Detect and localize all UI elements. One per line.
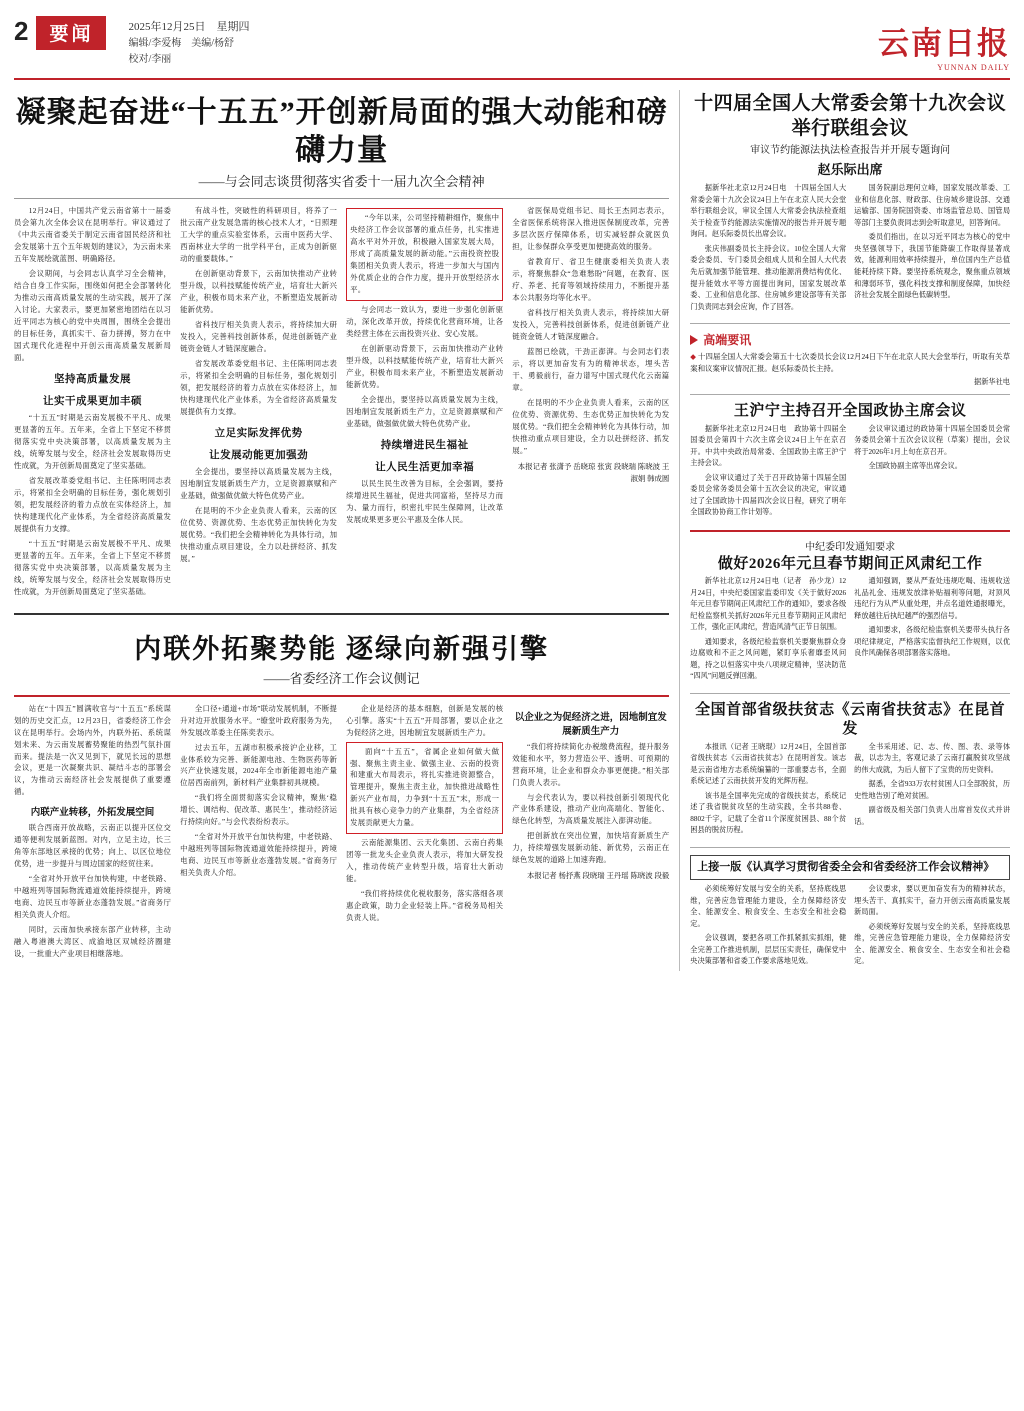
paragraph: 面向“十五五”，省属企业如何做大做强、聚焦主责主业、做强主业、云南的投资和建重大布局表示，将扎实推进资源整合，管理提升，聚焦主责主业，加快推进战略性新兴产业布局，力争到“十五五”末，形成一批具有核心竞争力的产业集群，为全省经济发展贡献更大力量。 [350,746,500,828]
feature1-columns [14,205,669,601]
paragraph: 省科技厅相关负责人表示，将持续加大研发投入，完善科技创新体系，促进创新链产业链资金链人才链深度融合。 [180,319,338,353]
paragraph: 通知要求，各级纪检监察机关要带头执行各项纪律规定，严格落实监督执纪工作规则，以优良作风确保各项部署落实落地。 [854,626,1011,658]
paragraph: 必须统筹好发展与安全的关系，坚持底线思维，完善应急管理能力建设，全力保障经济安全、能源安全、粮食安全、生态安全和社会稳定。 [690,885,847,928]
paragraph: 省科技厅相关负责人表示，将持续加大研发投入，完善科技创新体系，促进创新链产业链资金链人才链深度融合。 [512,307,670,341]
paragraph: 必须统筹好发展与安全的关系，坚持底线思维，完善应急管理能力建设，全力保障经济安全、能源安全、粮食安全、生态安全和社会稳定。 [854,922,1011,966]
story3-title: 做好2026年元旦春节期间正风肃纪工作 [717,555,983,572]
feature2-col-1 [14,703,171,964]
feature1-col-3 [346,205,503,601]
brief-text: 十四届全国人大常委会第五十七次委员长会议12月24日下午在北京人民大会堂举行，听取有关草案和议案审议情况汇报。赵乐际委员长主持。 [690,352,1010,374]
paragraph: 云南能源集团、云天化集团、云南白药集团等一批龙头企业负责人表示，将加大研发投入，推动传统产业转型升级，培育壮大新动能。 [346,838,504,884]
paragraph: 企业是经济的基本细胞，创新是发展的核心引擎。落实“十五五”开局部署，要以企业之为促经济之进，因地制宜发展新质生产力。 [346,703,504,737]
masthead [14,0,1010,80]
paragraph: 省发展改革委党组书记、主任陈明同志表示，将紧扣全会明确的目标任务，强化规划引领，把发展经济的着力点放在实体经济上，加快构建现代化产业体系，为全省经济高质量发展提供有力支撑。 [180,358,338,416]
feature1-headline: 凝聚起奋进“十五五”开创新局面的强大动能和磅礴力量 [15,96,668,167]
paragraph: 通知强调，要从严查处违规吃喝、违规收送礼品礼金、违规发放津补贴福利等问题，对顶风违纪行为从严从重处理，并点名道姓通报曝光，释放越往后执纪越严的强烈信号。 [854,577,1011,620]
subheading: 立足实际发挥优势 [214,427,303,439]
paragraph: 会议期间，与会同志认真学习全会精神，结合自身工作实际，围绕如何把全会部署转化为推动云南高质量发展的生动实践，展开了深入讨论。大家表示，要更加紧密地团结在以习近平同志为核心的党中央周围，围绕全会提出的目标任务，真抓实干、奋力拼搏，努力在中国式现代化进程中开创云南高质量发展新局面。 [14,268,172,362]
paragraph: 站在“十四五”圆满收官与“十五五”系统谋划的历史交汇点，12月23日，省委经济工作会议在昆明举行。会场内外，内联外拓、系统谋划未来、为云南发展蓄势聚能的热烈气氛扑面而来。提法是一次又见到下，就见长远的思想会议，更是一次凝聚共识、凝结斗志的部署会议，为推动云南经济社会发展提供了重要遵循。 [14,703,172,797]
right-story-3 [690,538,1010,686]
paragraph: 国务院副总理何立峰，国家发展改革委、工业和信息化部、财政部、住房城乡建设部、交通运输部、国务院国资委、市场监管总局、国管局等部门主要负责同志到会听取意见，回答询问。 [854,184,1011,227]
paragraph: “我们将全面贯彻落实会议精神，聚焦‘稳增长、调结构、促改革、惠民生’，推动经济运行持续向好。”与会代表纷纷表示。 [180,793,338,827]
paragraph: 省医保局党组书记、局长王杰同志表示，全省医保系统将深入推进医保制度改革，完善多层次医疗保障体系，切实减轻群众就医负担，让参保群众享受更加便捷高效的服务。 [512,206,670,251]
feature2-col-4 [512,703,669,964]
right-story-4 [690,701,1010,840]
publish-date: 2025年12月25日 星期四 [128,21,250,33]
bullet-icon: ◆ [690,352,697,362]
paragraph: 过去五年，五湖市积极承接沪企业移，工业体系较为完善、新能源电池、生物医药等新兴产业快速发展，2024年全市新能源电池产量位居西南前列，新材料产业集群初具规模。 [180,742,338,788]
byline: 本报记者 张潇予 岳晓琼 张寅 段晓瑞 陈晓波 王淑娟 韩成圆 [517,461,670,483]
right-story-2 [690,402,1010,522]
paragraph: “十五五”时期是云南发展极不平凡、成果更显著的五年。五年来，全省上下坚定不移贯彻落实党中央决策部署，以高质量发展为主线，统筹发展与安全，经济社会发展取得历史性成就，为开创新局面奠定了坚实基础。 [14,412,172,470]
briefs-block [690,331,1010,387]
feature1-col-4 [512,205,669,601]
paragraph: 以民生民生改善为目标，全会强调，要持续增进民生福祉，促进共同富裕，坚持尽力而为、量力而行，织密扎牢民生保障网，让改革发展成果更多更公平惠及全体人民。 [346,478,504,524]
feature-article-1 [14,94,669,601]
paragraph: “十五五”时期是云南发展极不平凡、成果更显著的五年。五年来，全省上下坚定不移贯彻落实党中央决策部署，以高质量发展为主线，统筹发展与安全，经济社会发展取得历史性成就，为开创新局面奠定了坚实基础。 [14,538,172,596]
paper-logo [878,16,1010,72]
right-zone [679,90,1010,971]
divider [690,530,1010,532]
paragraph: 据新华社北京12月24日电 政协第十四届全国委员会第四十六次主席会议24日上午在京召开。中共中央政治局常委、全国政协主席王沪宁主持会议。 [690,424,847,468]
feature2-col-2 [180,703,337,964]
paragraph: 与会同志一致认为，要进一步强化创新驱动，深化改革开放，持续优化营商环境，让各类经营主体在云南投资兴业、安心发展。 [346,304,504,338]
paragraph: 在昆明的不少企业负责人看来，云南的区位优势、资源优势、生态优势正加快转化为发展优势。“我们把全会精神转化为具体行动，加快推动重点项目建设，全力以赴拼经济、抓发展。” [512,397,670,455]
feature2-columns [14,703,669,964]
paragraph: 在创新驱动背景下，云南加快推动产业转型升级，以科技赋能传统产业，培育壮大新兴产业，积极布局未来产业，不断塑造发展新动能新优势。 [346,343,504,389]
paragraph: 全口径+通道+市场”联动发展机制，不断提升对边开放服务水平。“缭堂叶政府服务为先，外发展改革委主任陈奕表示。 [180,703,338,737]
story4-title: 全国首部省级扶贫志《云南省扶贫志》在昆首发 [695,701,1006,738]
story1-title: 十四届全国人大常委会第十九次会议举行联组会议 [694,93,1007,139]
story2-title: 王沪宁主持召开全国政协主席会议 [733,403,967,420]
paragraph: “全省对外开放平台加快构建，中老铁路、中越班列等国际物流通道效能持续提升，跨境电商、边民互市等新业态蓬勃发展。”省商务厅相关负责人介绍。 [180,832,338,878]
page-number: 2 [14,16,29,46]
paper-name-cn: 云南日报 [878,26,1010,61]
right-story-1 [690,92,1010,316]
triangle-icon [690,335,698,345]
editor-line-2: 校对/李丽 [128,53,172,65]
paragraph: 该书是全国率先完成的省级扶贫志，系统记述了我省脱贫攻坚的生动实践，全书共88卷、8802千字，记载了全省11个深度贫困县、88个贫困县的脱贫历程。 [690,791,847,835]
divider [690,323,1010,324]
highlighted-note-1 [346,208,503,301]
subheading: 持续增进民生福祉 [380,439,469,451]
paragraph: 与会代表认为，要以科技创新引领现代化产业体系建设，推动产业向高端化、智能化、绿色化转型，为高质量发展注入澎湃动能。 [512,792,670,826]
paragraph: 据悉，全省933万农村贫困人口全部脱贫，历史性地告别了绝对贫困。 [854,780,1011,800]
story1-subtitle: 审议节约能源法执法检查报告并开展专题询问 [750,145,951,157]
paragraph: 在昆明的不少企业负责人看来，云南的区位优势、资源优势、生态优势正加快转化为发展优势。“我们把全会精神转化为具体行动，加快推动重点项目建设，全力以赴拼经济、抓发展。” [180,505,338,563]
paragraph: 据新华社北京12月24日电 十四届全国人大常委会第十九次会议24日上午在北京人民大会堂举行联组会议，审议全国人大常委会执法检查组关于检查节约能源法实施情况的报告并开展专题询问。赵乐际委员长出席会议。 [690,184,847,239]
red-rule [14,695,669,697]
paragraph: 全书采用述、记、志、传、图、表、录等体裁，以志为主，客观记录了云南打赢脱贫攻坚战的伟大成就，为后人留下了宝贵的历史资料。 [854,742,1011,774]
feature1-col-2 [180,205,337,601]
story5-title: 上接一版《认真学习贯彻省委全会和省委经济工作会议精神》 [690,855,1010,880]
paragraph: 副省级及相关部门负责人出席首发仪式并讲话。 [854,806,1011,826]
paragraph: 在创新驱动背景下，云南加快推动产业转型升级，以科技赋能传统产业，培育壮大新兴产业，积极布局未来产业，不断塑造发展新动能新优势。 [180,268,338,314]
brief-source: 据新华社电 [974,378,1010,387]
paragraph: 会议要求，要以更加奋发有为的精神状态，埋头苦干、真抓实干，奋力开创云南高质量发展新局面。 [854,885,1011,917]
left-zone [14,90,669,971]
feature2-subheadline: ——省委经济工作会议侧记 [263,670,420,686]
feature2-headline: 内联外拓聚势能 逐绿向新强引擎 [134,633,550,664]
paragraph: 有战斗性，突破性的科研项目，将养了一批云南产业发展急需的核心技术人才，“日照理工大学的重点实验室体系，云南中医药大学、西南林业大学的一批学科平台，正成为创新驱动的重要载体。” [180,206,338,263]
paragraph: 蓝图已绘就，干劲正澎湃。与会同志们表示，将以更加奋发有为的精神状态，埋头苦干、勇毅前行，奋力谱写中国式现代化云南篇章。 [512,346,670,392]
highlighted-note-2 [346,742,503,835]
subheading: 让实干成果更加丰硕 [43,395,143,407]
paragraph: 全国政协副主席等出席会议。 [868,462,962,471]
paragraph: 联合西南开放战略，云南正以提升区位交通等便利发展新蓝图。对内，立足主边，长三角等东部地区承接的优势；向上、以区位地位优势，进一步提升与周边国家的经贸往来。 [14,823,172,869]
paragraph: 省教育厅、省卫生健康委相关负责人表示，将聚焦群众“急难愁盼”问题，在教育、医疗、养老、托育等领域持续用力，不断提升基本公共服务均等化水平。 [512,256,670,302]
paragraph: 会议审议通过了关于召开政协第十四届全国委员会常务委员会第十五次会议的决定，审议通过了全国政协十四届四次会议日程，研究了明年全国政协协商工作计划等。 [690,473,847,517]
paragraph: 全会提出，要坚持以高质量发展为主线，因地制宜发展新质生产力，立足资源禀赋和产业基础，做强做优做大特色优势产业。 [180,466,338,500]
brief-item [690,351,1010,375]
feature1-subheadline: ——与会同志谈贯彻落实省委十一届九次全会精神 [198,174,485,189]
briefs-heading-label: 高端要讯 [703,333,752,348]
section-tag: 要闻 [36,16,106,50]
date-block [128,16,249,67]
byline: 本报记者 杨抒燕 段晓瑞 王丹瑶 陈晓波 段毅 [527,871,670,881]
feature-article-2 [14,613,669,964]
paragraph: 同时，云南加快承接东部产业转移，主动融入粤港澳大湾区、成渝地区双城经济圈建设，一批重大产业项目相继落地。 [14,925,172,959]
paragraph: “今年以来，公司坚持精耕细作，聚焦中央经济工作会议部署的重点任务，扎实推进高水平对外开放，积极融入国家发展大局，形成了高质量发展的新动能。”云南投资控股集团相关负责人表示，将进一步加大与国内外优质企业的合作力度，提升开放型经济水平。 [350,213,500,294]
right-story-5 [690,855,1010,971]
paragraph: 12月24日，中国共产党云南省第十一届委员会第九次全体会议在昆明举行。审议通过了《中共云南省委关于制定云南省国民经济和社会发展第十五个五年规划的建议》，为云南未来五年发展绘就蓝图、明确路径。 [14,206,172,263]
feature2-col-3 [346,703,503,964]
subheading: 内联产业转移，外拓发展空间 [30,808,155,819]
divider [690,394,1010,395]
paragraph: 省发展改革委党组书记、主任陈明同志表示，将紧扣全会明确的目标任务，强化规划引领，把发展经济的着力点放在实体经济上，加快构建现代化产业体系，为全省经济高质量发展提供有力支撑。 [14,475,172,533]
editor-line-1: 编辑/李爱梅 美编/杨舒 [128,38,235,50]
story1-person: 赵乐际出席 [817,162,883,178]
paragraph: 张庆伟副委员长主持会议。10位全国人大常委会委员、专门委员会组成人员和全国人大代表先后就加强节能管理、推动能源消费结构优化、提升能效水平等方面提出询问，国家发展改革委、工业和信息化部、住房城乡建设部等有关部门负责同志到会应询，作了回答。 [690,244,847,311]
subheading: 让人民生活更加幸福 [375,461,475,473]
subheading: 以企业之为促经济之进，因地制宜发展新质生产力 [514,712,667,737]
paragraph: 把创新放在突出位置，加快培育新质生产力，持续增强发展新动能、新优势，云南正在绿色发展的道路上加速奔跑。 [512,831,670,865]
paragraph: 通知要求，各级纪检监察机关要聚焦群众身边腐败和不正之风问题，紧盯享乐奢靡歪风问题，持之以恒落实中央八项规定精神，坚决防范“四风”问题反弹回潮。 [690,637,847,681]
paragraph: “全省对外开放平台加快构建，中老铁路、中越班列等国际物流通道效能持续提升，跨境电商、边民互市等新业态蓬勃发展。”省商务厅相关负责人介绍。 [14,874,172,920]
briefs-heading [690,331,1010,348]
paragraph: 会议强调，要把各项工作抓紧抓实抓细，健全完善工作推进机制，层层压实责任，确保党中央决策部署和省委工作要求落地见效。 [690,934,847,966]
subheading: 坚持高质量发展 [54,373,132,385]
paragraph: 本报讯（记者 王晓琨）12月24日，全国首部省级扶贫志《云南省扶贫志》在昆明首发。该志是云南省地方志系统编纂的一部重要志书，全面系统记述了云南扶贫开发的光辉历程。 [690,742,847,786]
paragraph: “我们将持续优化税收服务，落实落细各项惠企政策，助力企业轻装上阵。”省税务局相关负责人说。 [346,889,504,923]
feature1-col-1 [14,205,171,601]
divider [690,693,1010,694]
paragraph: 委员们指出，在以习近平同志为核心的党中央坚强领导下，我国节能降碳工作取得显著成效，能源利用效率持续提升，单位国内生产总值能耗持续下降。要坚持系统观念，聚焦重点领域和薄弱环节，强化科技支撑和制度保障，加快经济社会发展全面绿色低碳转型。 [854,233,1011,300]
subheading: 让发展动能更加强劲 [209,449,309,461]
divider [690,847,1010,848]
story3-kicker: 中纪委印发通知要求 [805,541,896,553]
paper-name-en: YUNNAN DAILY [937,63,1010,72]
divider [14,198,669,199]
paragraph: 会议审议通过的政协第十四届全国委员会常务委员会第十五次会议议程（草案）提出，会议将于2026年1月上旬在京召开。 [854,424,1011,456]
paragraph: 全会提出，要坚持以高质量发展为主线，因地制宜发展新质生产力，立足资源禀赋和产业基础，做强做优做大特色优势产业。 [346,394,504,428]
paragraph: “我们将持续简化办税缴费流程，提升服务效能和水平，努力营造公平、透明、可预期的营商环境，让企业和群众办事更便捷。”相关部门负责人表示。 [512,741,670,787]
paragraph: 新华社北京12月24日电（记者 孙少龙）12月24日，中央纪委国家监委印发《关于做好2026年元旦春节期间正风肃纪工作的通知》，要求各级纪检监察机关抓好2026年元旦春节期间正风肃纪工作，强化正风肃纪，营造风清气正节日氛围。 [690,577,847,632]
